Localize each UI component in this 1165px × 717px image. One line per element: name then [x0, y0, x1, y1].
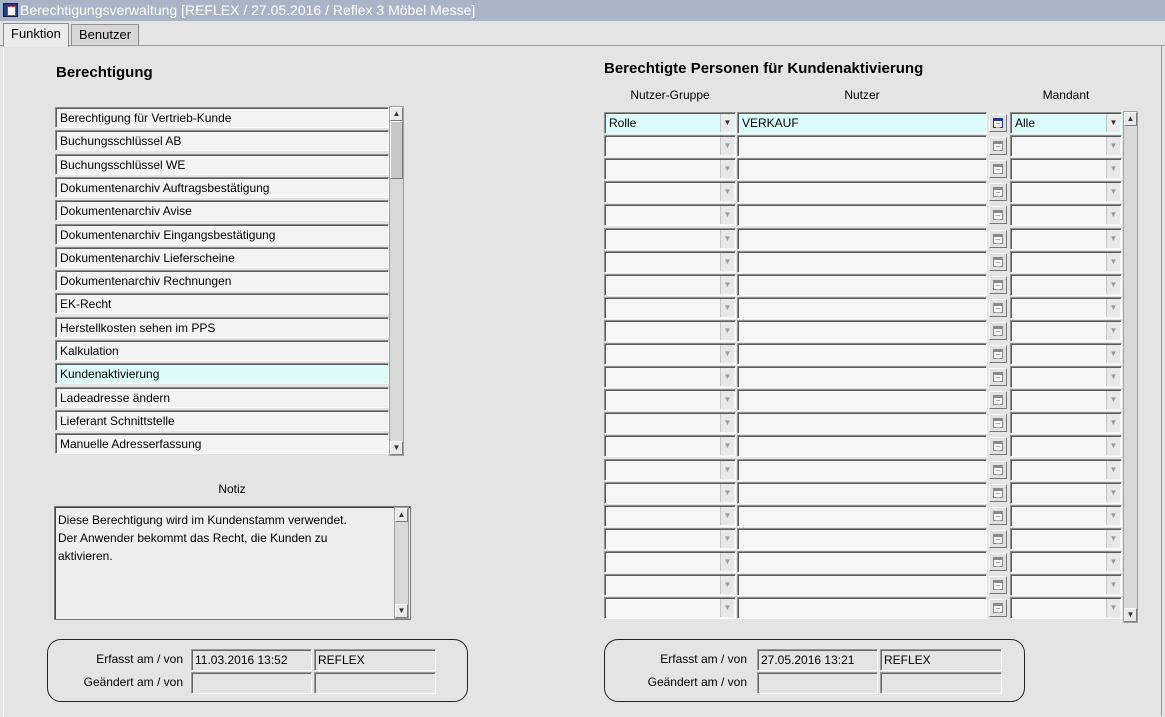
nutzer-field[interactable] [737, 389, 987, 411]
geaendert-user-field[interactable] [314, 672, 436, 694]
grid-row [604, 597, 1122, 619]
lookup-button[interactable] [989, 114, 1007, 132]
permission-list-item[interactable]: Dokumentenarchiv Lieferscheine [55, 247, 389, 268]
chevron-down-icon[interactable]: ▼ [1106, 368, 1120, 386]
lookup-button[interactable] [989, 530, 1007, 548]
nutzer-field[interactable] [737, 135, 987, 157]
nutzer-field[interactable] [737, 297, 987, 319]
list-lookup-icon [993, 534, 1003, 544]
chevron-down-icon[interactable]: ▼ [720, 484, 734, 502]
permission-list-scrollbar[interactable] [389, 106, 404, 456]
lookup-button[interactable] [989, 137, 1007, 155]
permission-list-item[interactable]: Buchungsschlüssel AB [55, 130, 389, 151]
chevron-down-icon[interactable]: ▼ [720, 391, 734, 409]
permission-list-item[interactable]: Dokumentenarchiv Auftragsbestätigung [55, 177, 389, 198]
nutzer-field[interactable] [737, 435, 987, 457]
grid-row [604, 412, 1122, 434]
lookup-button[interactable] [989, 576, 1007, 594]
chevron-down-icon[interactable]: ▼ [1106, 414, 1120, 432]
grid-row [604, 574, 1122, 596]
berechtigung-heading: Berechtigung [56, 64, 153, 81]
scroll-up-button[interactable]: ▲ [390, 107, 403, 121]
chevron-down-icon[interactable]: ▼ [1106, 599, 1120, 617]
erfasst-label: Erfasst am / von [96, 652, 183, 666]
chevron-down-icon[interactable]: ▼ [1106, 461, 1120, 479]
tab-benutzer[interactable]: Benutzer [71, 24, 139, 46]
grid-row [604, 181, 1122, 203]
audit-footer-right [604, 639, 1025, 702]
chevron-down-icon[interactable]: ▼ [720, 368, 734, 386]
lookup-button[interactable] [989, 484, 1007, 502]
list-lookup-icon [993, 187, 1003, 197]
nutzer-gruppe-select[interactable] [604, 366, 736, 388]
lookup-button[interactable] [989, 391, 1007, 409]
lookup-button[interactable] [989, 414, 1007, 432]
nutzer-field[interactable] [737, 366, 987, 388]
notiz-line: Der Anwender bekommt das Recht, die Kunden zu [58, 531, 328, 545]
chevron-down-icon[interactable]: ▼ [1106, 137, 1120, 155]
notiz-label: Notiz [218, 482, 246, 496]
list-lookup-icon [993, 118, 1003, 128]
list-lookup-icon [993, 488, 1003, 498]
list-lookup-icon [993, 372, 1003, 382]
chevron-down-icon[interactable]: ▼ [720, 299, 734, 317]
grid-row [604, 112, 1122, 134]
lookup-button[interactable] [989, 206, 1007, 224]
chevron-down-icon[interactable]: ▼ [1106, 183, 1120, 201]
chevron-down-icon[interactable]: ▼ [1106, 230, 1120, 248]
chevron-down-icon[interactable]: ▼ [1106, 391, 1120, 409]
nutzer-field[interactable] [737, 459, 987, 481]
chevron-down-icon[interactable]: ▼ [1106, 530, 1120, 548]
list-lookup-icon [993, 234, 1003, 244]
grid-row [604, 459, 1122, 481]
chevron-down-icon[interactable]: ▼ [720, 206, 734, 224]
chevron-down-icon[interactable]: ▼ [1106, 345, 1120, 363]
permission-list-item[interactable]: Ladeadresse ändern [55, 387, 389, 408]
nutzer-field[interactable] [737, 251, 987, 273]
chevron-down-icon[interactable]: ▼ [1106, 276, 1120, 294]
chevron-down-icon[interactable]: ▼ [720, 414, 734, 432]
list-lookup-icon [993, 164, 1003, 174]
chevron-down-icon[interactable]: ▼ [720, 599, 734, 617]
mandant-select[interactable]: Alle [1010, 112, 1122, 134]
window-title: Berechtigungsverwaltung [REFLEX / 27.05.2016 / Reflex 3 Möbel Messe] [20, 2, 476, 18]
nutzer-gruppe-select[interactable] [604, 574, 736, 596]
nutzer-field[interactable] [737, 320, 987, 342]
nutzer-gruppe-select[interactable] [604, 435, 736, 457]
list-lookup-icon [993, 303, 1003, 313]
tab-strip [0, 21, 1165, 46]
chevron-down-icon[interactable]: ▼ [720, 553, 734, 571]
lookup-button[interactable] [989, 160, 1007, 178]
column-header-mandant: Mandant [1042, 88, 1090, 102]
nutzer-field[interactable] [737, 343, 987, 365]
nutzer-gruppe-select[interactable] [604, 551, 736, 573]
notiz-line: aktivieren. [58, 549, 113, 563]
lookup-button[interactable] [989, 183, 1007, 201]
permission-list-item[interactable]: Herstellkosten sehen im PPS [55, 317, 389, 338]
list-lookup-icon [993, 141, 1003, 151]
chevron-down-icon[interactable]: ▼ [1106, 114, 1120, 132]
chevron-down-icon[interactable]: ▼ [1106, 553, 1120, 571]
geaendert-user-field[interactable] [880, 672, 1002, 694]
geaendert-date-field[interactable] [191, 672, 312, 694]
scroll-up-button[interactable]: ▲ [1124, 112, 1137, 126]
grid-row [604, 274, 1122, 296]
audit-footer-left [47, 639, 468, 702]
erfasst-user-field[interactable]: REFLEX [314, 649, 436, 671]
grid-row [604, 389, 1122, 411]
scroll-thumb[interactable] [390, 121, 403, 179]
grid-scrollbar[interactable] [1123, 111, 1138, 623]
nutzer-field[interactable] [737, 228, 987, 250]
nutzer-gruppe-select[interactable] [604, 181, 736, 203]
permission-list-item[interactable]: Berechtigung für Vertrieb-Kunde [55, 107, 389, 128]
chevron-down-icon[interactable]: ▼ [720, 461, 734, 479]
lookup-button[interactable] [989, 345, 1007, 363]
list-lookup-icon [993, 395, 1003, 405]
nutzer-field[interactable] [737, 482, 987, 504]
grid-row [604, 204, 1122, 226]
grid-row [604, 528, 1122, 550]
grid-row [604, 158, 1122, 180]
geaendert-label: Geändert am / von [647, 675, 747, 689]
nutzer-gruppe-select[interactable] [604, 320, 736, 342]
erfasst-label: Erfasst am / von [660, 652, 747, 666]
nutzer-gruppe-select[interactable] [604, 158, 736, 180]
nutzer-field[interactable] [737, 574, 987, 596]
list-lookup-icon [993, 280, 1003, 290]
chevron-down-icon[interactable]: ▼ [1106, 299, 1120, 317]
geaendert-date-field[interactable] [757, 672, 878, 694]
grid-row [604, 482, 1122, 504]
list-lookup-icon [993, 257, 1003, 267]
lookup-button[interactable] [989, 368, 1007, 386]
grid-row [604, 228, 1122, 250]
chevron-down-icon[interactable]: ▼ [720, 114, 734, 132]
chevron-down-icon[interactable]: ▼ [720, 183, 734, 201]
lookup-button[interactable] [989, 322, 1007, 340]
chevron-down-icon[interactable]: ▼ [1106, 322, 1120, 340]
grid-row [604, 505, 1122, 527]
tab-funktion[interactable]: Funktion [3, 23, 69, 47]
nutzer-gruppe-select[interactable] [604, 297, 736, 319]
chevron-down-icon[interactable]: ▼ [720, 345, 734, 363]
column-header-nutzer-gruppe: Nutzer-Gruppe [630, 88, 710, 102]
chevron-down-icon[interactable]: ▼ [1106, 437, 1120, 455]
permission-list-item[interactable]: EK-Recht [55, 293, 389, 314]
permission-list-item[interactable]: Manuelle Adresserfassung [55, 433, 389, 454]
chevron-down-icon[interactable]: ▼ [720, 230, 734, 248]
nutzer-gruppe-select[interactable] [604, 482, 736, 504]
chevron-down-icon[interactable]: ▼ [720, 576, 734, 594]
scroll-up-button[interactable]: ▲ [395, 508, 408, 522]
erfasst-date-field[interactable]: 27.05.2016 13:21 [757, 649, 878, 671]
grid-row [604, 551, 1122, 573]
list-lookup-icon [993, 557, 1003, 567]
nutzer-gruppe-select[interactable] [604, 274, 736, 296]
lookup-button[interactable] [989, 230, 1007, 248]
chevron-down-icon[interactable]: ▼ [1106, 484, 1120, 502]
chevron-down-icon[interactable]: ▼ [720, 253, 734, 271]
grid-row [604, 435, 1122, 457]
nutzer-gruppe-select[interactable] [604, 228, 736, 250]
lookup-button[interactable] [989, 253, 1007, 271]
permission-list-item[interactable]: Kalkulation [55, 340, 389, 361]
nutzer-gruppe-select[interactable] [604, 251, 736, 273]
geaendert-label: Geändert am / von [83, 675, 183, 689]
nutzer-gruppe-select[interactable]: Rolle [604, 112, 736, 134]
notiz-textarea[interactable] [54, 506, 411, 620]
nutzer-field[interactable] [737, 597, 987, 619]
nutzer-field[interactable]: VERKAUF [737, 112, 987, 134]
list-lookup-icon [993, 349, 1003, 359]
nutzer-field[interactable] [737, 412, 987, 434]
berechtigte-personen-heading: Berechtigte Personen für Kundenaktivierung [604, 60, 924, 77]
grid-row [604, 297, 1122, 319]
chevron-down-icon[interactable]: ▼ [720, 276, 734, 294]
erfasst-date-field[interactable]: 11.03.2016 13:52 [191, 649, 312, 671]
chevron-down-icon[interactable]: ▼ [1106, 253, 1120, 271]
scroll-down-button[interactable]: ▼ [1124, 608, 1137, 622]
list-lookup-icon [993, 326, 1003, 336]
column-header-nutzer: Nutzer [844, 88, 880, 102]
nutzer-gruppe-select[interactable] [604, 343, 736, 365]
list-lookup-icon [993, 465, 1003, 475]
nutzer-gruppe-select[interactable] [604, 597, 736, 619]
app-icon [3, 3, 18, 17]
permission-list-item[interactable]: Kundenaktivierung [55, 363, 389, 384]
grid-row [604, 343, 1122, 365]
permission-list-item[interactable]: Dokumentenarchiv Rechnungen [55, 270, 389, 291]
lookup-button[interactable] [989, 553, 1007, 571]
list-lookup-icon [993, 210, 1003, 220]
erfasst-user-field[interactable]: REFLEX [880, 649, 1002, 671]
grid-row [604, 366, 1122, 388]
grid-row [604, 135, 1122, 157]
list-lookup-icon [993, 441, 1003, 451]
permission-list-item[interactable]: Buchungsschlüssel WE [55, 154, 389, 175]
permission-list-item[interactable]: Lieferant Schnittstelle [55, 410, 389, 431]
lookup-button[interactable] [989, 299, 1007, 317]
grid-row [604, 320, 1122, 342]
lookup-button[interactable] [989, 507, 1007, 525]
nutzer-gruppe-select[interactable] [604, 389, 736, 411]
chevron-down-icon[interactable]: ▼ [720, 437, 734, 455]
nutzer-field[interactable] [737, 204, 987, 226]
notiz-scrollbar[interactable] [394, 507, 409, 619]
chevron-down-icon[interactable]: ▼ [720, 137, 734, 155]
lookup-button[interactable] [989, 461, 1007, 479]
list-lookup-icon [993, 511, 1003, 521]
lookup-button[interactable] [989, 437, 1007, 455]
chevron-down-icon[interactable]: ▼ [1106, 576, 1120, 594]
nutzer-field[interactable] [737, 505, 987, 527]
permission-list-item[interactable]: Dokumentenarchiv Avise [55, 200, 389, 221]
nutzer-field[interactable] [737, 158, 987, 180]
nutzer-field[interactable] [737, 181, 987, 203]
nutzer-gruppe-select[interactable] [604, 528, 736, 550]
nutzer-gruppe-select[interactable] [604, 459, 736, 481]
nutzer-gruppe-select[interactable] [604, 505, 736, 527]
list-lookup-icon [993, 418, 1003, 428]
scroll-down-button[interactable]: ▼ [395, 604, 408, 618]
list-lookup-icon [993, 603, 1003, 613]
chevron-down-icon[interactable]: ▼ [720, 160, 734, 178]
chevron-down-icon[interactable]: ▼ [720, 507, 734, 525]
permission-list-item[interactable]: Dokumentenarchiv Eingangsbestätigung [55, 224, 389, 245]
chevron-down-icon[interactable]: ▼ [720, 530, 734, 548]
scroll-down-button[interactable]: ▼ [390, 441, 403, 455]
nutzer-field[interactable] [737, 551, 987, 573]
lookup-button[interactable] [989, 276, 1007, 294]
lookup-button[interactable] [989, 599, 1007, 617]
nutzer-field[interactable] [737, 274, 987, 296]
window-title-bar [0, 0, 1165, 21]
list-lookup-icon [993, 580, 1003, 590]
chevron-down-icon[interactable]: ▼ [1106, 160, 1120, 178]
nutzer-gruppe-select[interactable] [604, 135, 736, 157]
chevron-down-icon[interactable]: ▼ [1106, 507, 1120, 525]
notiz-line: Diese Berechtigung wird im Kundenstamm verwendet. [58, 513, 347, 527]
chevron-down-icon[interactable]: ▼ [1106, 206, 1120, 224]
nutzer-gruppe-select[interactable] [604, 204, 736, 226]
nutzer-gruppe-select[interactable] [604, 412, 736, 434]
grid-row [604, 251, 1122, 273]
chevron-down-icon[interactable]: ▼ [720, 322, 734, 340]
nutzer-field[interactable] [737, 528, 987, 550]
